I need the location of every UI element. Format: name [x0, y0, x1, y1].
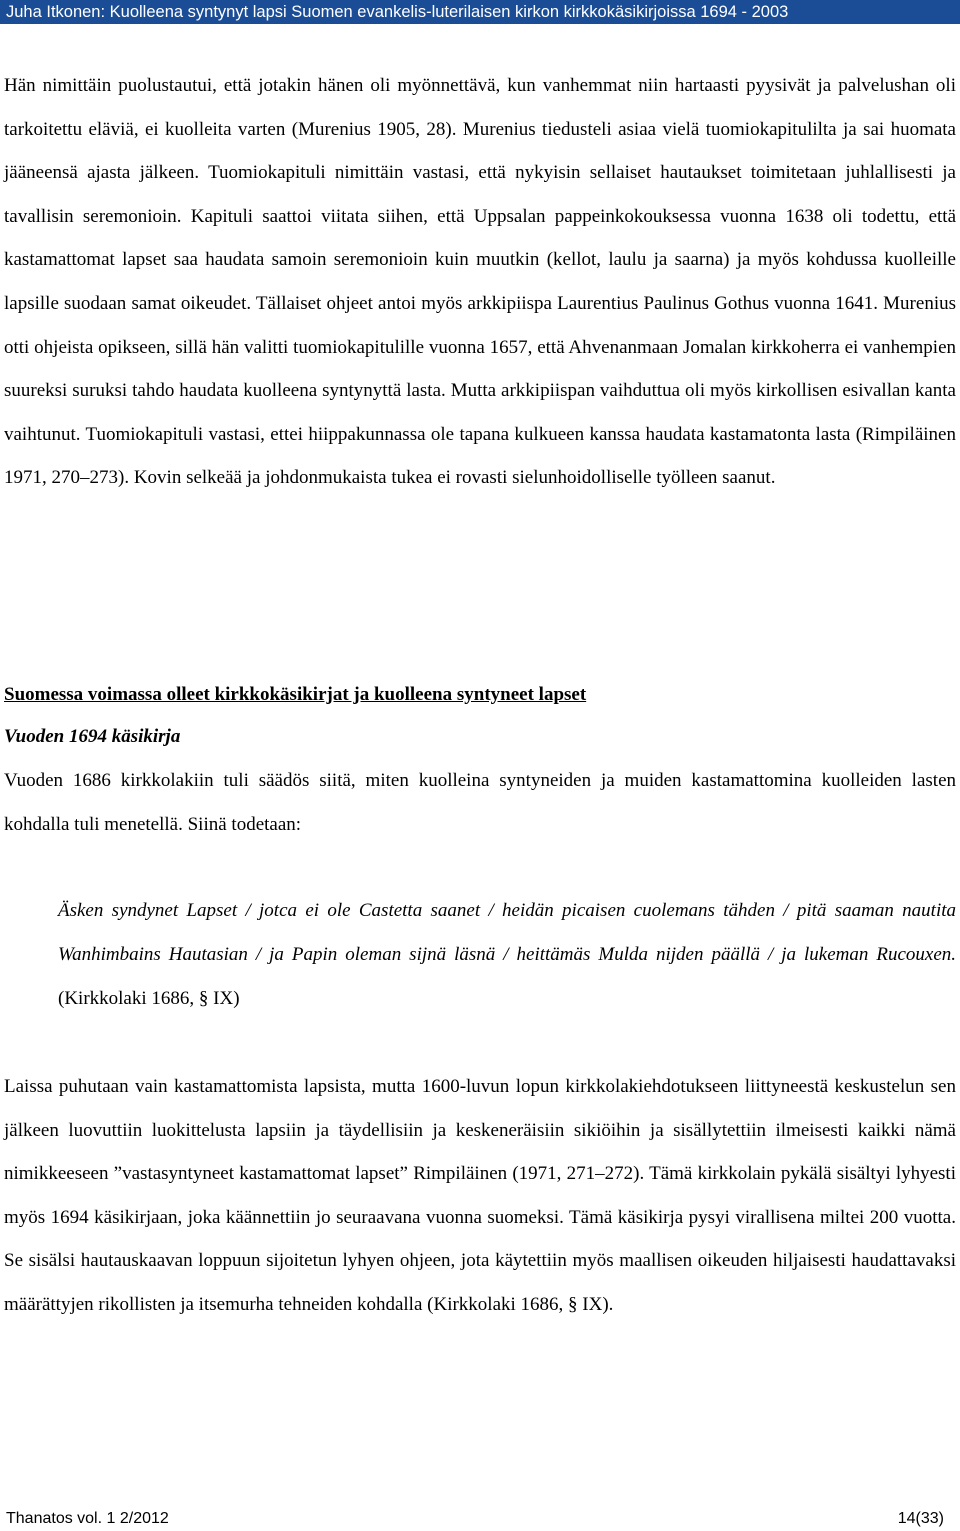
- subsection-heading: Vuoden 1694 käsikirja: [4, 726, 181, 747]
- body-paragraph-3: Laissa puhutaan vain kastamattomista lapsista, mutta 1600-luvun lopun kirkkolakiehdotukseen liittyneestä keskustelun sen jälkeen luovuttiin luokittelusta lapsiin ja täydellisiin ja keskeneräisiin sikiöihin ja sisällytettiin ilmeisesti kaikki nämä nimikkeeseen ”vastasyntyneet kastamattomat lapset” Rimpiläinen (1971, 271–272). Tämä kirkkolain pykälä sisältyi lyhyesti myös 1694 käsikirjaan, joka käännettiin jo seuraavana vuonna suomeksi. Tämä käsikirja pysyi virallisena miltei 200 vuotta. Se sisälsi hautauskaavan loppuun sijoitetun lyhyen ohjeen, jota käytettiin myös maallisen oikeuden hiljaisesti haudattavaksi määrättyjen rikollisten ja itsemurha tehneiden kohdalla (Kirkkolaki 1686, § IX).: [4, 1076, 956, 1315]
- quote-citation: (Kirkkolaki 1686, § IX): [58, 988, 240, 1009]
- running-header-title: Juha Itkonen: Kuolleena syntynyt lapsi Suomen evankelis-luterilaisen kirkon kirkkokäsikirjoissa 1694 - 2003: [6, 3, 789, 21]
- section-heading: Suomessa voimassa olleet kirkkokäsikirjat ja kuolleena syntyneet lapset: [4, 684, 587, 705]
- footer-journal: Thanatos vol. 1 2/2012: [6, 1510, 169, 1527]
- footer-page-number: 14(33): [897, 1510, 944, 1527]
- block-quote: [58, 889, 956, 1021]
- body-paragraph-2: Vuoden 1686 kirkkolakiin tuli säädös siitä, miten kuolleina syntyneiden ja muiden kastamattomina kuolleiden lasten kohdalla tuli menetellä. Siinä todetaan:: [4, 770, 956, 835]
- quote-text: Äsken syndynet Lapset / jotca ei ole Castetta saanet / heidän picaisen cuolemans tähden / pitä saaman nautita Wanhimbains Hautasian / ja Papin oleman sijnä läsnä / heittämäs Mulda nijden päällä / ja lukeman Rucouxen.: [58, 900, 956, 965]
- page-footer: [0, 1506, 960, 1531]
- running-header: [0, 0, 960, 24]
- body-paragraph-1: Hän nimittäin puolustautui, että jotakin hänen oli myönnettävä, kun vanhemmat niin hartaasti pyysivät ja palvelushan oli tarkoitettu eläviä, ei kuolleita varten (Murenius 1905, 28). Murenius tiedusteli asiaa vielä tuomiokapitulilta ja sai huomata jääneensä ajasta jälkeen. Tuomiokapituli nimittäin vastasi, että nykyisin sellaiset hautaukset toimitetaan juhlallisesti ja tavallisin seremonioin. Kapituli saattoi viitata siihen, että Uppsalan pappeinkokouksessa vuonna 1638 oli todettu, että kastamattomat lapset saa haudata samoin seremonioin kuin muutkin (kellot, laulu ja saarna) ja myös kohdussa kuolleille lapsille suodaan samat oikeudet. Tällaiset ohjeet antoi myös arkkipiispa Laurentius Paulinus Gothus vuonna 1641. Murenius otti ohjeista opikseen, sillä hän valitti tuomiokapitulille vuonna 1657, että Ahvenanmaan Jomalan kirkkoherra ei vanhempien suureksi suruksi tahdo haudata kuolleena syntynyttä lasta. Mutta arkkipiispan vaihduttua oli myös kirkollisen esivallan kanta vaihtunut. Tuomiokapituli vastasi, ettei hiippakunnassa ole tapana kulkueen kanssa haudata kastamatonta lasta (Rimpiläinen 1971, 270–273). Kovin selkeää ja johdonmukaista tukea ei rovasti sielunhoidolliselle työlleen saanut.: [4, 75, 956, 489]
